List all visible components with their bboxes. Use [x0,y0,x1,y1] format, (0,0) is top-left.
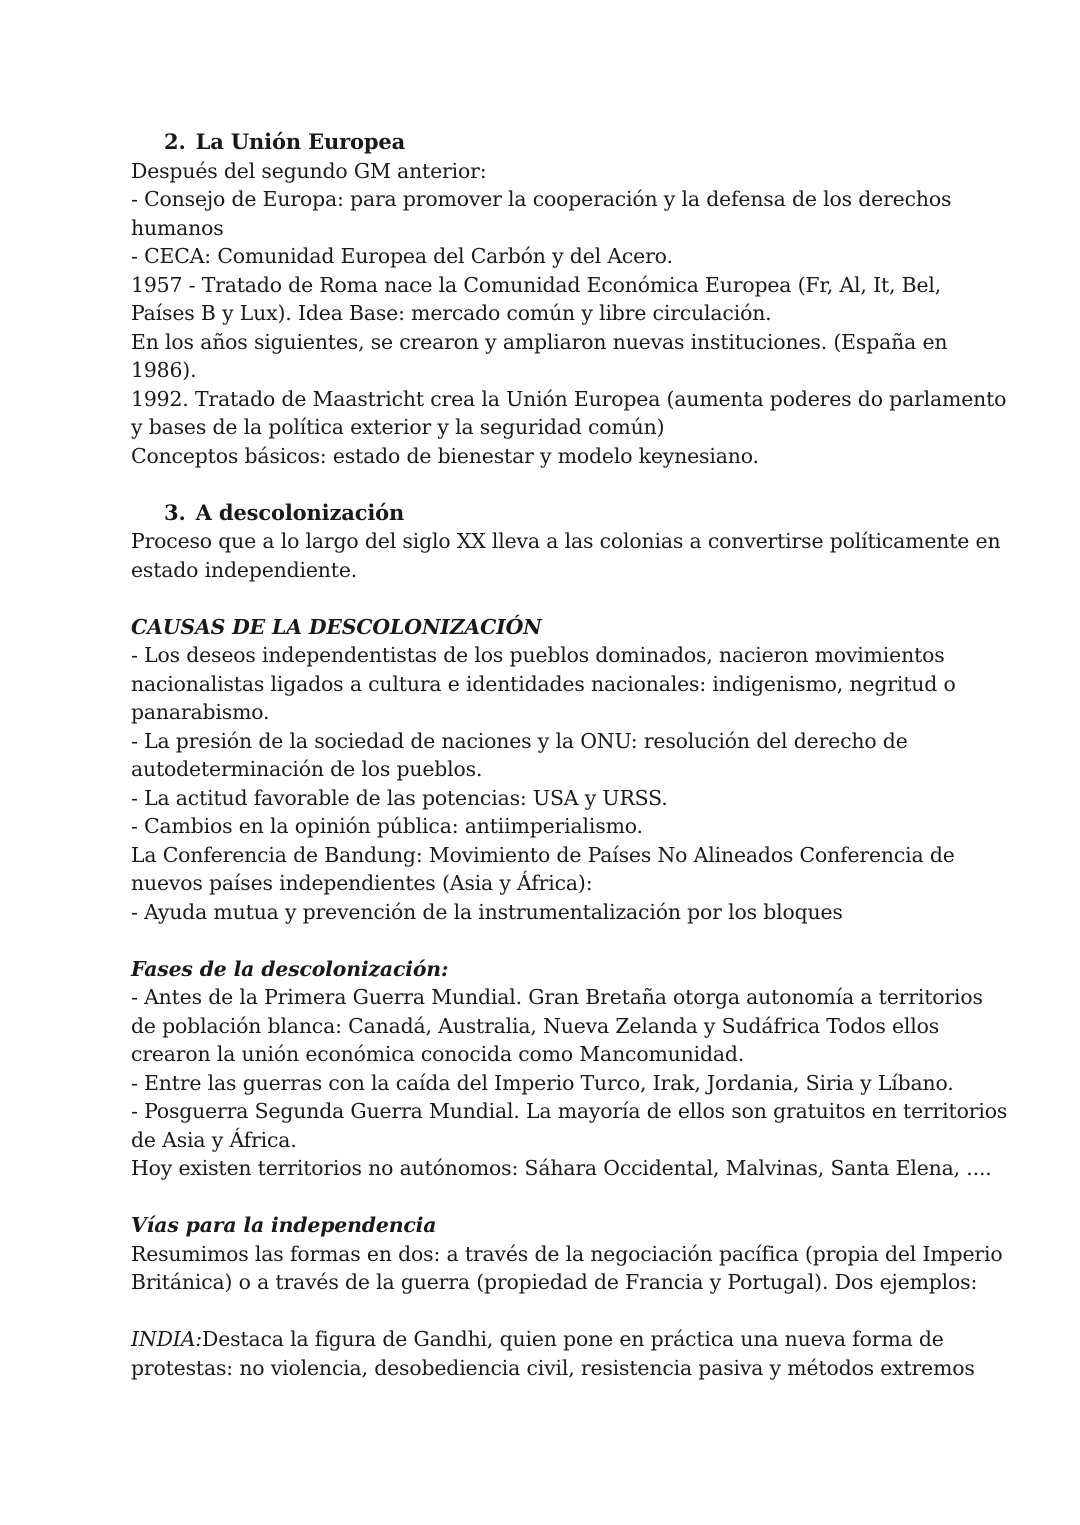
text-line: - La presión de la sociedad de naciones y la ONU: resolución del derecho de [131,728,908,753]
text-line: crearon la unión económica conocida como Mancomunidad. [131,1042,745,1066]
text-line: autodeterminación de los pueblos. [131,757,483,781]
text-line: - Posguerra Segunda Guerra Mundial. La mayoría de ellos son gratuitos en territorios [131,1099,1008,1123]
text-line: - Entre las guerras con la caída del Imperio Turco, Irak, Jordania, Siria y Líbano. [131,1070,954,1095]
text-line: Resumimos las formas en dos: a través de la negociación pacífica (propia del Imperio [131,1241,1003,1266]
text-line: protestas: no violencia, desobediencia civil, resistencia pasiva y métodos extremos [131,1355,975,1380]
section-title: La Unión Europea [195,129,406,154]
india-text: Destaca la figura de Gandhi, quien pone en práctica una nueva forma de [202,1327,944,1351]
text-line: nacionalistas ligados a cultura e identidades nacionales: indigenismo, negritud o [131,671,956,696]
spacer [131,1183,961,1212]
text-line: Países B y Lux). Idea Base: mercado común y libre circulación. [131,301,772,325]
paragraph-fases [131,983,1008,1183]
subheading-causas: CAUSAS DE LA DESCOLONIZACIÓN [131,614,542,639]
text-line: 1992. Tratado de Maastricht crea la Unión Europea (aumenta poderes do parlamento [131,386,1007,411]
subheading-fases: Fases de la descolonización: [131,956,449,981]
section-title: A descolonización [195,499,405,525]
section-heading-union-europea [131,128,961,157]
paragraph-causas [131,641,961,926]
text-line: Británica) o a través de la guerra (propiedad de Francia y Portugal). Dos ejemplos: [131,1270,978,1294]
text-line: y bases de la política exterior y la seguridad común) [131,415,665,439]
section-number: 3. [164,499,186,525]
spacer [131,1297,961,1326]
text-line [131,1325,961,1354]
text-line: En los años siguientes, se crearon y ampliaron nuevas instituciones. (España en [131,329,948,354]
text-line: Proceso que a lo largo del siglo XX lleva a las colonias a convertirse políticamente en [131,529,1001,553]
spacer [131,470,961,499]
paragraph-union-europea [131,157,1007,471]
text-line: de población blanca: Canadá, Australia, Nueva Zelanda y Sudáfrica Todos ellos [131,1013,940,1038]
text-line: nuevos países independientes (Asia y África): [131,871,593,895]
text-line: Conceptos básicos: estado de bienestar y modelo keynesiano. [131,443,759,468]
section-heading-descolonizacion [131,499,961,528]
text-line: panarabismo. [131,700,270,724]
spacer [131,926,961,955]
text-line: humanos [131,215,224,240]
text-line: - La actitud favorable de las potencias: USA y URSS. [131,785,668,810]
india-label: INDIA: [131,1327,202,1351]
text-line: 1957 - Tratado de Roma nace la Comunidad Económica Europea (Fr, Al, It, Bel, [131,272,942,297]
text-line: de Asia y África. [131,1127,297,1152]
text-line: - Los deseos independentistas de los pueblos dominados, nacieron movimientos [131,643,945,667]
text-line: - Cambios en la opinión pública: antiimperialismo. [131,814,643,838]
text-line: estado independiente. [131,557,358,582]
text-line: 1986). [131,358,197,382]
text-line: - Consejo de Europa: para promover la cooperación y la defensa de los derechos [131,187,952,211]
spacer [131,584,961,613]
paragraph-vias [131,1240,1003,1297]
text-line: La Conferencia de Bandung: Movimiento de Países No Alineados Conferencia de [131,842,955,867]
section-number: 2. [164,129,186,154]
text-line: - Antes de la Primera Guerra Mundial. Gran Bretaña otorga autonomía a territorios [131,985,983,1009]
paragraph-descolonizacion [131,527,1001,584]
subheading-vias: Vías para la independencia [131,1213,437,1237]
text-line: - Ayuda mutua y prevención de la instrumentalización por los bloques [131,899,843,924]
document-body [131,128,1008,1382]
text-line: - CECA: Comunidad Europea del Carbón y del Acero. [131,244,673,268]
text-line: Hoy existen territorios no autónomos: Sáhara Occidental, Malvinas, Santa Elena, .... [131,1156,992,1180]
text-line: Después del segundo GM anterior: [131,158,487,183]
paragraph-india [131,1325,975,1382]
